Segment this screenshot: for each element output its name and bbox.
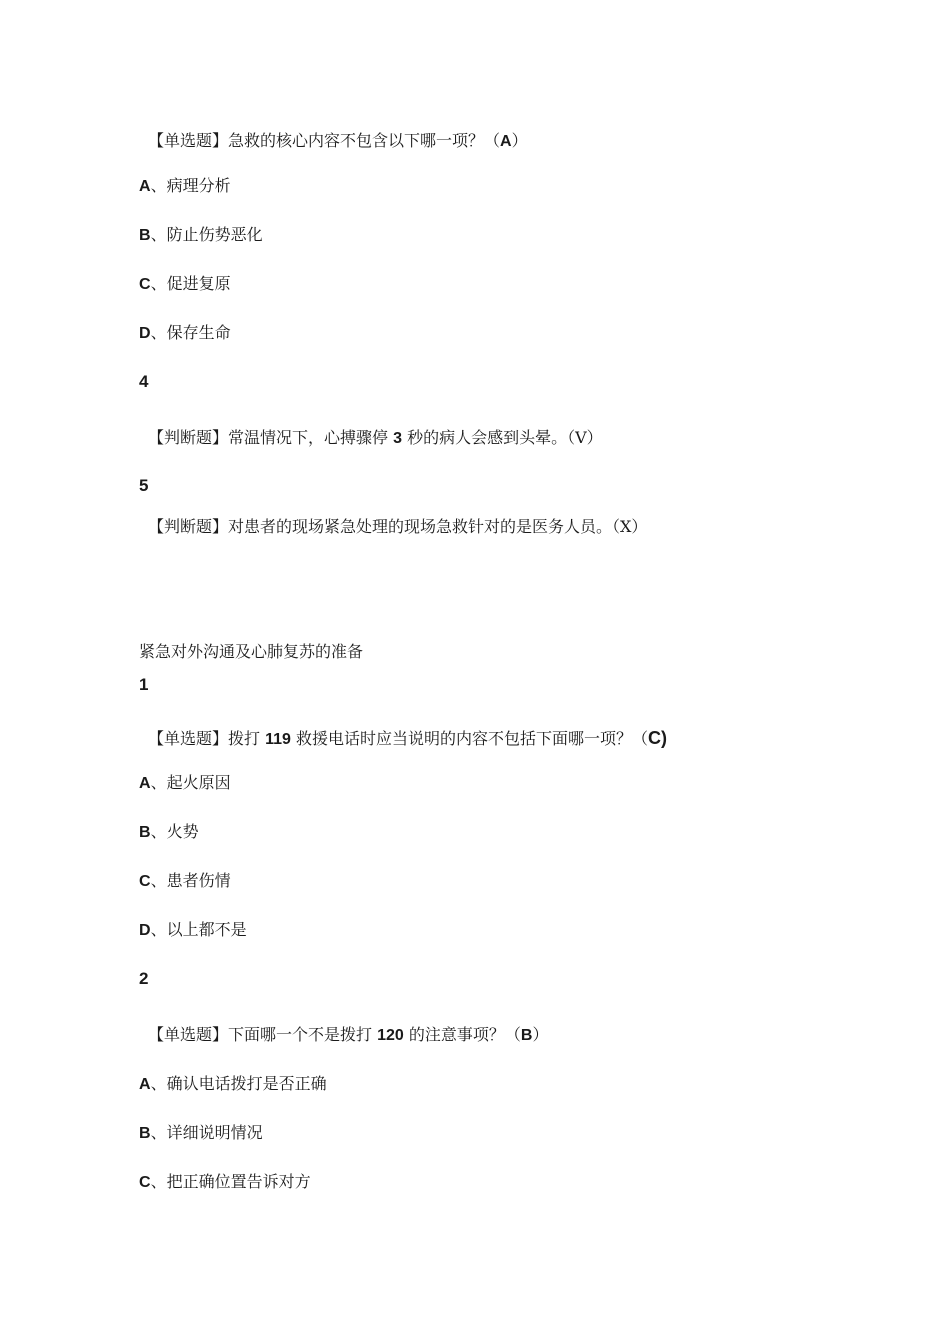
question-number: 2 bbox=[139, 969, 149, 988]
question-suffix: ） bbox=[511, 131, 528, 150]
option-text: 、促进复原 bbox=[150, 274, 231, 293]
question-text bbox=[148, 1025, 548, 1046]
answer-key: A bbox=[500, 133, 512, 150]
option-c bbox=[139, 1172, 311, 1193]
question-prefix: 【单选题】下面哪一个不是拨打 bbox=[148, 1025, 378, 1044]
option-a bbox=[139, 176, 231, 197]
question-middle: 救援电话时应当说明的内容不包括下面哪一项？（ bbox=[290, 729, 648, 748]
option-c bbox=[139, 871, 231, 892]
question-suffix: 秒的病人会感到头晕。（V） bbox=[402, 428, 603, 447]
option-letter: B bbox=[139, 824, 151, 841]
option-letter: B bbox=[139, 1125, 151, 1142]
answer-key: B bbox=[520, 1027, 533, 1044]
question-text: 【判断题】对患者的现场紧急处理的现场急救针对的是医务人员。（X） bbox=[148, 517, 648, 536]
option-d bbox=[139, 920, 247, 941]
option-c bbox=[139, 274, 231, 295]
option-a bbox=[139, 1074, 327, 1095]
option-text: 、起火原因 bbox=[150, 773, 231, 792]
option-b bbox=[139, 822, 199, 843]
option-text: 、确认电话拨打是否正确 bbox=[150, 1074, 327, 1093]
option-letter: D bbox=[139, 325, 151, 342]
question-prefix: 【单选题】急救的核心内容不包含以下哪一项？（ bbox=[148, 131, 501, 150]
question-number: 1 bbox=[139, 675, 149, 694]
question-prefix: 【单选题】拨打 bbox=[148, 729, 266, 748]
option-letter: A bbox=[139, 178, 151, 195]
question-number-inline: 3 bbox=[393, 430, 402, 447]
option-a bbox=[139, 773, 231, 794]
question-number-inline: 120 bbox=[377, 1027, 404, 1044]
option-letter: A bbox=[139, 1076, 151, 1093]
question-number-inline: 119 bbox=[265, 731, 291, 748]
question-number: 4 bbox=[139, 372, 149, 391]
option-text: 、火势 bbox=[150, 822, 199, 841]
option-letter: A bbox=[139, 775, 151, 792]
question-text bbox=[148, 428, 603, 449]
option-text: 、保存生命 bbox=[150, 323, 231, 342]
section-title: 紧急对外沟通及心肺复苏的准备 bbox=[139, 642, 364, 661]
option-text: 、防止伤势恶化 bbox=[150, 225, 263, 244]
option-text: 、患者伤情 bbox=[150, 871, 231, 890]
option-letter: B bbox=[139, 227, 151, 244]
question-text bbox=[148, 131, 528, 152]
option-letter: D bbox=[139, 922, 151, 939]
option-text: 、以上都不是 bbox=[150, 920, 247, 939]
question-number: 5 bbox=[139, 476, 149, 495]
answer-key: C) bbox=[648, 728, 667, 748]
question-middle: 的注意事项？（ bbox=[403, 1025, 521, 1044]
option-letter: C bbox=[139, 873, 151, 890]
question-text bbox=[148, 728, 667, 750]
option-text: 、详细说明情况 bbox=[150, 1123, 263, 1142]
option-d bbox=[139, 323, 231, 344]
option-text: 、病理分析 bbox=[150, 176, 231, 195]
option-text: 、把正确位置告诉对方 bbox=[150, 1172, 311, 1191]
option-b bbox=[139, 225, 263, 246]
option-letter: C bbox=[139, 276, 151, 293]
option-letter: C bbox=[139, 1174, 151, 1191]
option-b bbox=[139, 1123, 263, 1144]
question-prefix: 【判断题】常温情况下，心搏骤停 bbox=[148, 428, 394, 447]
question-suffix: ） bbox=[532, 1025, 549, 1044]
